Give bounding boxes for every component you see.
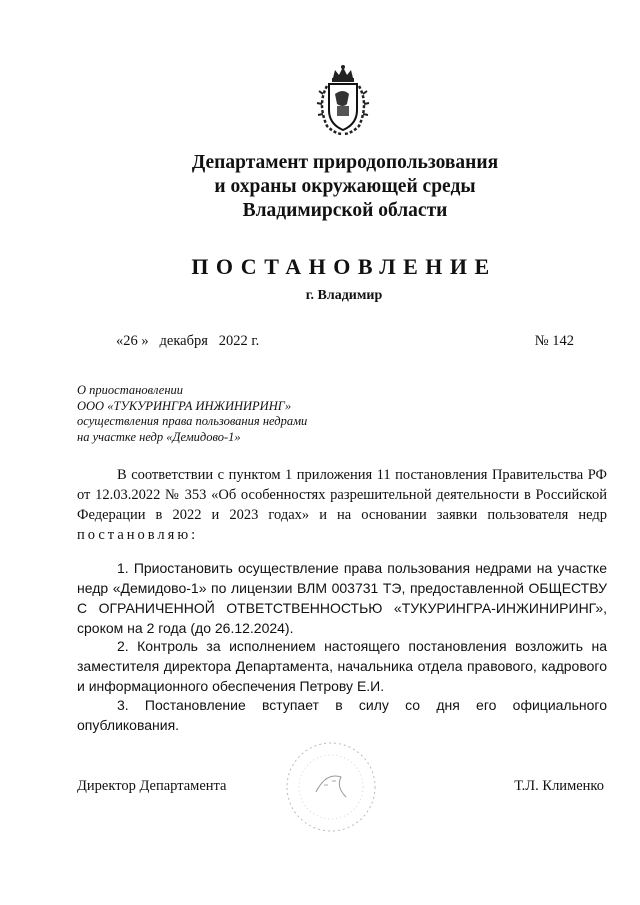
- stamp-icon: [276, 737, 386, 837]
- document-type: ПОСТАНОВЛЕНИЕ: [191, 254, 497, 279]
- date-month: декабря: [159, 333, 208, 349]
- document-number: № 142: [534, 333, 574, 349]
- item-1: 1. Приостановить осуществление права пользования недрами на участке недр «Демидово-1» по лицензии ВЛМ 003731 ТЭ, предоставленной ОБЩЕСТВУ С ОГРАНИЧЕННОЙ ОТВЕТСТВЕННОСТЬЮ «ТУКУРИНГРА-ИНЖИНИРИНГ», сроком на 2 года (до 26.12.2024).: [77, 560, 607, 636]
- signatory-position: Директор Департамента: [77, 778, 227, 794]
- preamble-text: В соответствии с пунктом 1 приложения 11 постановления Правительства РФ от 12.03.2022 № 353 «Об особенностях разрешительной деятельности в Российской Федерации в 2022 и 2023 годах» и на основании заявки пользователя недр: [77, 467, 607, 523]
- subject-line-1: О приостановлении: [77, 383, 184, 397]
- coat-of-arms-icon: [313, 64, 373, 136]
- item-3: 3. Постановление вступает в силу со дня его официального опубликования.: [77, 697, 607, 733]
- organization-name: [100, 151, 590, 223]
- subject-line-4: на участке недр «Демидово-1»: [77, 429, 241, 444]
- date-day: «26 »: [116, 333, 149, 349]
- date-year: 2022 г.: [218, 333, 260, 349]
- document-date: [116, 333, 259, 350]
- subject-line-3: осуществления права пользования недрами: [77, 414, 308, 428]
- signatory-name: Т.Л. Клименко: [514, 778, 604, 794]
- preamble-paragraph: [77, 465, 607, 545]
- org-line-3: Владимирской области: [242, 200, 448, 221]
- subject-line-2: ООО «ТУКУРИНГРА ИНЖИНИРИНГ»: [77, 398, 292, 413]
- org-line-1: Департамент природопользования: [191, 152, 499, 173]
- document-subject: [77, 383, 307, 445]
- org-line-2: и охраны окружающей среды: [214, 176, 476, 197]
- resolve-word: постановляю:: [77, 527, 199, 543]
- city: г. Владимир: [305, 288, 383, 303]
- item-2: 2. Контроль за исполнением настоящего постановления возложить на заместителя директора Департамента, начальника отдела правового, кадрового и информационного обеспечения Петрову Е.И.: [77, 638, 607, 694]
